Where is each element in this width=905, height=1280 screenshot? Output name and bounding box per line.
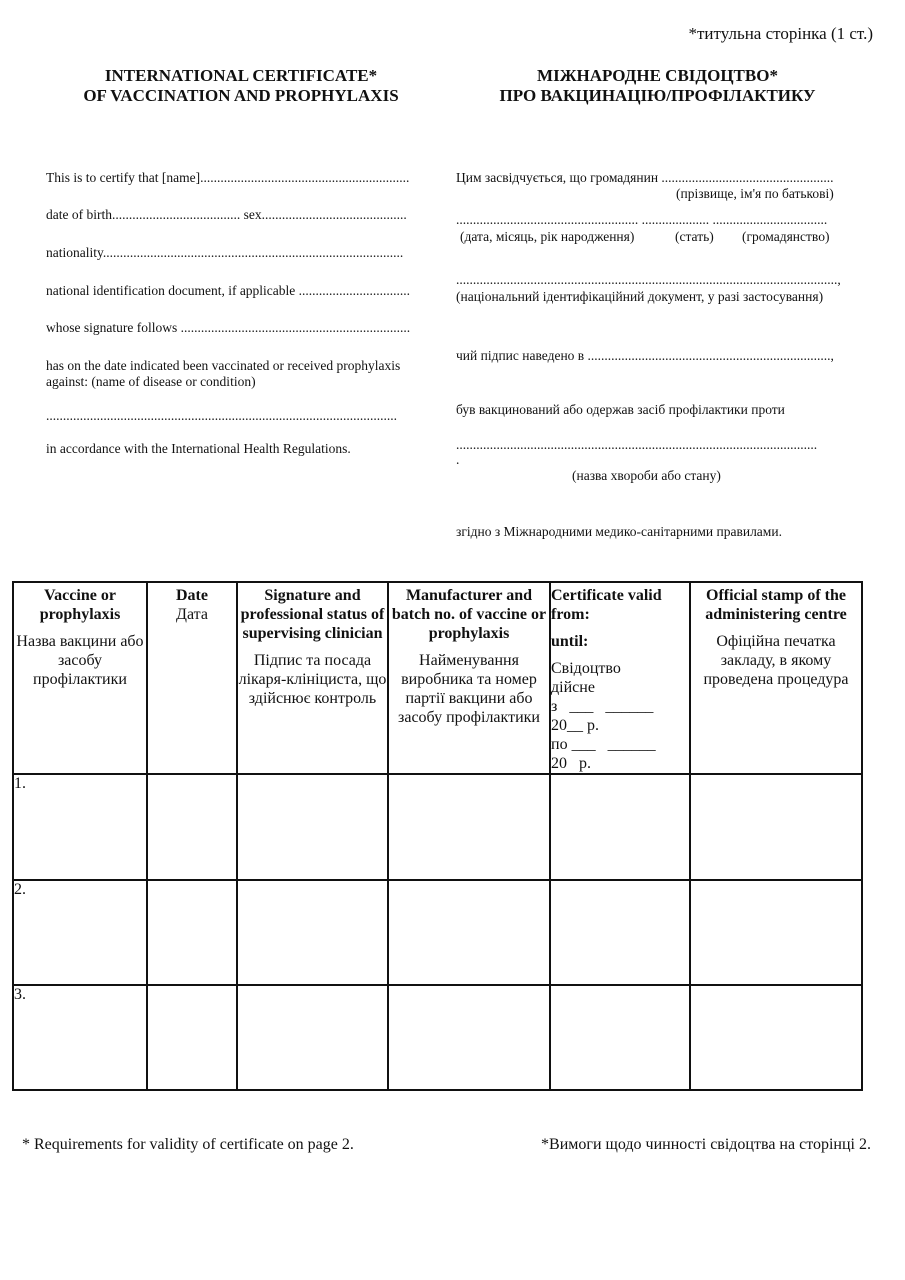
- dob-sex-field: date of birth...................................... sex...........................................: [46, 207, 407, 222]
- header-validity-uk-2: дійсне: [551, 679, 595, 696]
- validity-cell[interactable]: [550, 880, 690, 985]
- stamp-cell[interactable]: [690, 880, 862, 985]
- header-stamp: [690, 582, 862, 774]
- signature-cell[interactable]: [237, 880, 388, 985]
- vaccinated-statement: has on the date indicated been vaccinated or received prophylaxis against: (name of disease or condition): [46, 358, 401, 389]
- header-manufacturer-en: Manufacturer and batch no. of vaccine or prophylaxis: [391, 587, 547, 642]
- disease-dot-uk: .: [456, 452, 460, 467]
- national-id-field: national identification document, if applicable .................................: [46, 283, 411, 298]
- header-validity-en: Certificate valid from:: [551, 587, 662, 623]
- disease-field: ........................................................................................................: [46, 408, 397, 423]
- table-row: [13, 985, 862, 1090]
- title-english: [40, 66, 442, 106]
- header-validity: [550, 582, 690, 774]
- signature-cell[interactable]: [237, 985, 388, 1090]
- row-number: 1.: [13, 774, 147, 880]
- sex-hint-uk: (стать): [675, 229, 714, 244]
- header-date-en: Date: [176, 587, 208, 604]
- date-cell[interactable]: [147, 880, 237, 985]
- certify-name-field: This is to certify that [name]..............................................................: [46, 170, 410, 185]
- vaccination-table: [12, 581, 863, 1091]
- header-validity-uk-5: по ___ ______: [551, 736, 656, 753]
- title-english-line2: OF VACCINATION AND PROPHYLAXIS: [83, 86, 399, 105]
- validity-cell[interactable]: [550, 774, 690, 880]
- nationality-hint-uk: (громадянство): [742, 229, 830, 244]
- header-vaccine-en: Vaccine or prophylaxis: [39, 587, 121, 623]
- header-signature-uk: Підпис та посада лікаря-клініциста, що здійснює контроль: [238, 652, 387, 707]
- certify-hint-uk: (прізвище, ім'я по батькові): [676, 186, 834, 201]
- table-row: [13, 774, 862, 880]
- certify-name-field-uk: Цим засвідчується, що громадянин ...................................................: [456, 170, 834, 185]
- row-number: 3.: [13, 985, 147, 1090]
- accordance-statement: in accordance with the International Health Regulations.: [46, 441, 351, 456]
- table-row: [13, 880, 862, 985]
- header-validity-uk-4: 20__ р.: [551, 717, 599, 734]
- validity-cell[interactable]: [550, 985, 690, 1090]
- date-cell[interactable]: [147, 774, 237, 880]
- signature-field-uk: чий підпис наведено в ........................................................................,: [456, 348, 834, 363]
- national-id-line-uk: .................................................................................................................,: [456, 272, 841, 287]
- header-manufacturer-uk: Найменування виробника та номер партії вакцини або засобу профілактики: [398, 652, 540, 726]
- header-validity-uk-3: з ___ ______: [551, 698, 654, 715]
- manufacturer-cell[interactable]: [388, 880, 550, 985]
- title-ukrainian-line2: ПРО ВАКЦИНАЦІЮ/ПРОФІЛАКТИКУ: [499, 86, 816, 105]
- header-signature-en: Signature and professional status of supervising clinician: [240, 587, 385, 642]
- accordance-statement-uk: згідно з Міжнародними медико-санітарними правилами.: [456, 524, 782, 539]
- national-id-hint-uk: (національний ідентифікаційний документ, у разі застосування): [456, 289, 824, 304]
- disease-line-uk: ...........................................................................................................: [456, 437, 818, 452]
- header-validity-uk-1: Свідоцтво: [551, 660, 621, 677]
- title-english-line1: INTERNATIONAL CERTIFICATE*: [104, 66, 378, 85]
- nationality-field: nationality.........................................................................................: [46, 245, 404, 260]
- header-date-uk: Дата: [176, 606, 208, 623]
- footnote-ukrainian: *Вимоги щодо чинності свідоцтва на сторінці 2.: [541, 1136, 871, 1153]
- stamp-cell[interactable]: [690, 774, 862, 880]
- signature-cell[interactable]: [237, 774, 388, 880]
- header-date: [147, 582, 237, 774]
- signature-field: whose signature follows ....................................................................: [46, 320, 411, 335]
- footnote-english: * Requirements for validity of certificate on page 2.: [22, 1136, 354, 1153]
- header-vaccine: [13, 582, 147, 774]
- stamp-cell[interactable]: [690, 985, 862, 1090]
- header-stamp-uk: Офіційна печатка закладу, в якому проведена процедура: [703, 633, 849, 688]
- vaccinated-statement-uk: був вакцинований або одержав засіб профілактики проти: [456, 402, 785, 417]
- title-ukrainian-line1: МІЖНАРОДНЕ СВІДОЦТВО*: [537, 66, 778, 85]
- row-number: 2.: [13, 880, 147, 985]
- disease-hint-uk: (назва хвороби або стану): [572, 468, 721, 483]
- page-note: *титульна сторінка (1 ст.): [688, 24, 873, 43]
- dob-hint-uk: (дата, місяць, рік народження): [460, 229, 635, 244]
- header-signature: [237, 582, 388, 774]
- header-vaccine-uk: Назва вакцини або засобу профілактики: [16, 633, 144, 688]
- header-stamp-en: Official stamp of the administering centre: [705, 587, 847, 623]
- dob-line-uk: ...................................................... .................... ..................................: [456, 212, 828, 227]
- header-manufacturer: [388, 582, 550, 774]
- title-ukrainian: [455, 66, 860, 106]
- header-validity-uk-6: 20 р.: [551, 755, 591, 772]
- header-validity-until: until:: [551, 633, 589, 650]
- table-header-row: [13, 582, 862, 774]
- manufacturer-cell[interactable]: [388, 985, 550, 1090]
- date-cell[interactable]: [147, 985, 237, 1090]
- manufacturer-cell[interactable]: [388, 774, 550, 880]
